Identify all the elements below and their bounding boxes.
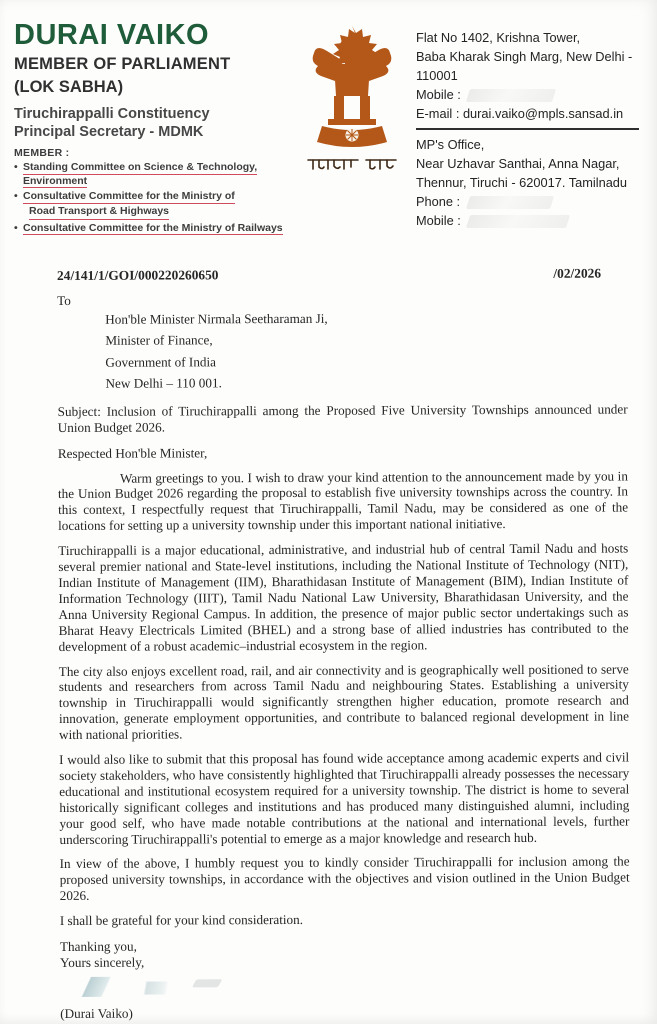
reference-row — [57, 266, 627, 284]
body-paragraph: I shall be grateful for your kind consideration. — [59, 912, 304, 929]
address-divider — [416, 128, 639, 130]
addressee-line: Government of India — [105, 354, 217, 371]
body-paragraph: In view of the above, I humbly request you to kindly consider Tiruchirappalli for inclusion among the proposed university townships, in accordance with the objectives and vision outlined in the Union Budget 2026. — [59, 854, 630, 904]
delhi-mobile-line — [416, 85, 647, 104]
letterhead — [0, 0, 657, 235]
membership-item — [14, 161, 296, 188]
emblem-of-india-icon — [310, 24, 394, 150]
redacted-mobile-number — [466, 215, 570, 228]
membership-text: Consultative Committee for the Ministry of — [23, 190, 235, 203]
membership-item — [14, 190, 296, 220]
letter-body — [57, 266, 630, 1022]
designation-line-2: (LOK SABHA) — [14, 78, 124, 97]
satyameva-jayate-motto — [296, 157, 408, 178]
body-paragraph: Tiruchirappalli is a major educational, administrative, and industrial hub of central Tamil Nadu and hosts several premier national and State-level institutions, including the National Institute of Technology (NIT), Indian Institute of Management (IIM), Bharathidasan Institute of Management (BIM), Indian Institute of Information Technology (IIIT), Tamil Nadu National Law University, Bharathidasan University, and the Anna University Regional Campus. In addition, the presence of major public sector undertakings such as Bharat Heavy Electricals Limited (BHEL) and a strong base of allied industries has contributed to the development of a robust academic–industrial ecosystem in the region. — [58, 541, 629, 655]
addressee-line: Hon'ble Minister Nirmala Seetharaman Ji, — [105, 311, 328, 328]
signature-stroke — [192, 980, 223, 988]
addressee-line: New Delhi – 110 001. — [105, 376, 222, 392]
office-mobile-line — [416, 211, 647, 230]
signatory-name: (Durai Vaiko) — [60, 1006, 133, 1022]
closing-block — [60, 937, 630, 971]
closing-line: Thanking you, — [59, 939, 137, 955]
closing-line: Yours sincerely, — [59, 955, 145, 971]
membership-list — [14, 161, 296, 235]
office-phone-line — [416, 192, 647, 211]
mobile-label: Mobile : — [416, 87, 461, 102]
email-label: E-mail : — [416, 106, 460, 121]
office-address-line: MP's Office, — [416, 137, 485, 152]
redacted-phone-number — [466, 196, 554, 209]
email-address: durai.vaiko@mpls.sansad.in — [462, 106, 624, 121]
body-paragraph: Warm greetings to you. I wish to draw your kind attention to the announcement made by you in the Union Budget 2026 regarding the proposal to establish five university townships across the country. In this context, I respectfully request that Tiruchirappalli, Tamil Nadu, may be considered as one of the locations for setting up a university township under this important national initiative. — [57, 468, 629, 534]
designation-line-1: MEMBER OF PARLIAMENT — [14, 55, 231, 74]
office-address-line: Near Uzhavar Santhai, Anna Nagar, — [416, 156, 620, 171]
membership-text: Consultative Committee for the Ministry of Railways — [23, 221, 283, 234]
membership-item — [14, 222, 296, 236]
addressee-block — [105, 307, 627, 395]
member-label: MEMBER : — [14, 147, 70, 160]
contact-block — [408, 20, 647, 235]
party-post: Principal Secretary - MDMK — [14, 124, 204, 141]
office-address-line: Thennur, Tiruchi - 620017. Tamilnadu — [416, 175, 628, 190]
to-label: To — [57, 293, 71, 309]
emblem-block — [296, 20, 408, 235]
addressee-line: Minister of Finance, — [105, 333, 213, 349]
phone-label: Phone : — [416, 194, 461, 209]
signature-mark — [60, 974, 230, 1005]
mobile-label: Mobile : — [416, 213, 461, 228]
delhi-address-line: Flat No 1402, Krishna Tower, — [416, 30, 581, 45]
redacted-mobile-number — [466, 89, 556, 102]
letter-date: /02/2026 — [553, 266, 602, 282]
body-paragraph: The city also enjoys excellent road, rail, and air connectivity and is geographically well positioned to serve students and researchers from across Tamil Nadu and neighbouring States. Establishing a university township in Tiruchirappalli would significantly strengthen higher education, promote research and innovation, generate employment opportunities, and contribute to balanced regional development in line with national priorities. — [58, 661, 629, 743]
email-line — [416, 104, 647, 123]
salutation: Respected Hon'ble Minister, — [57, 445, 208, 462]
mp-name: DURAI VAIKO — [14, 19, 210, 51]
body-paragraph: I would also like to submit that this proposal has found wide acceptance among academic experts and civil society stakeholders, who have consistently highlighted that Tiruchirappalli already possesses the necessary educational and institutional ecosystem required for a university township. The district is home to several historically significant colleges and institutions and has produced many distinguished alumni, including your good self, who have made notable contributions at the national and international levels, further underscoring Tiruchirappalli's potential to emerge as a major knowledge and research hub. — [59, 749, 630, 847]
signature-stroke — [134, 982, 188, 995]
delhi-address-line: Baba Kharak Singh Marg, New Delhi - 110001 — [416, 49, 633, 83]
membership-text: Standing Committee on Science & Technology, Environment — [23, 161, 258, 187]
reference-number: 24/141/1/GOI/000220260650 — [57, 267, 219, 284]
letterhead-identity-block — [14, 20, 296, 235]
subject-line: Subject: Inclusion of Tiruchirappalli among the Proposed Five University Townships announced under Union Budget 2026. — [57, 401, 628, 436]
constituency: Tiruchirappalli Constituency — [14, 106, 210, 123]
signature-stroke — [72, 977, 128, 997]
membership-text-continued: Road Transport & Highways — [29, 205, 169, 220]
